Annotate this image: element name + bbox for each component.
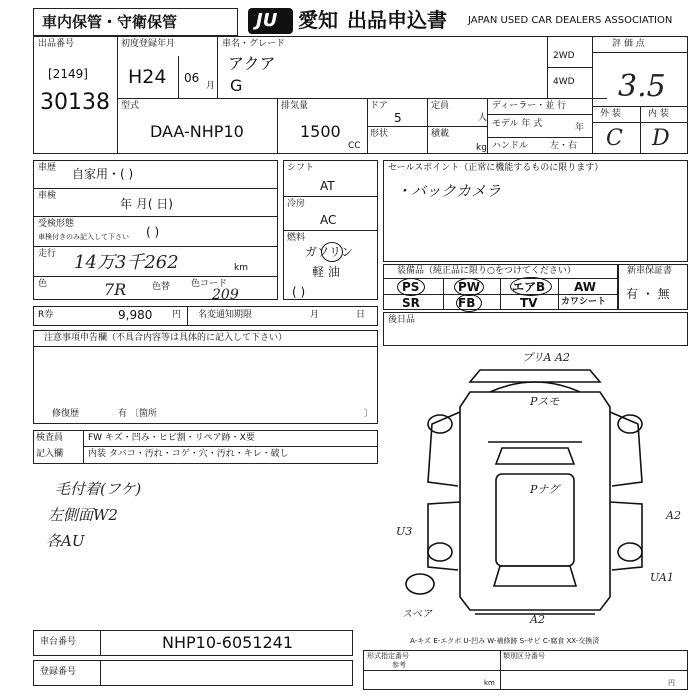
int-grade: D <box>652 126 670 151</box>
year-unit: 年 <box>575 123 585 133</box>
inspector-row2: 内装 タバコ・汚れ・コゲ・穴・汚れ・キレ・破し <box>88 449 289 459</box>
ju-logo <box>248 8 293 34</box>
cap-label: 定員 <box>431 101 450 111</box>
fuel-label: 燃料 <box>287 233 306 243</box>
deadline-day: 日 <box>356 310 366 320</box>
equipment-label: 装備品（純正品に限り○をつけてください） <box>397 266 576 276</box>
load-label: 積載 <box>431 129 450 139</box>
chassis-label: 車台番号 <box>40 637 77 647</box>
repair-label: 修復歴 <box>52 409 80 419</box>
ac-label: 冷房 <box>287 199 306 209</box>
small-km: km <box>484 679 495 687</box>
recycle-amount: 9,980 <box>118 308 153 322</box>
deadline-month: 月 <box>310 310 320 320</box>
history-value: 自家用・( ) <box>72 167 134 181</box>
recycle-label: R券 <box>38 310 54 320</box>
handle-label: ハンドル <box>492 141 529 151</box>
acq-note: 車検付きのみ記入して下さい <box>38 233 129 241</box>
note-line1: 毛付着(フケ) <box>55 480 142 498</box>
note-line2: 左側面W2 <box>48 506 118 524</box>
registration-label: 登録番号 <box>40 667 77 677</box>
model-name: アクア <box>228 54 276 73</box>
diagram-right2: UA1 <box>650 571 674 584</box>
small-unit: 参考 <box>392 661 406 669</box>
selling-point: ・バックカメラ <box>396 182 502 200</box>
recycle-yen: 円 <box>172 310 182 320</box>
first-reg-month: 06 <box>184 71 200 85</box>
ac-value: AC <box>320 213 337 227</box>
circle-ps <box>397 278 425 296</box>
small-label1: 形式指定番号 <box>367 652 409 660</box>
handle-value: 左・右 <box>550 141 578 151</box>
first-reg-label: 初度登録年月 <box>121 39 176 49</box>
org-english: JAPAN USED CAR DEALERS ASSOCIATION <box>468 15 673 26</box>
logo-text: JU <box>256 10 278 31</box>
diagram-roof: Pスモ <box>530 395 560 408</box>
inspector-label2: 記入欄 <box>36 449 64 459</box>
selling-label: セールスポイント（正常に機能するものに限ります） <box>388 163 604 173</box>
color-code-value: 209 <box>212 287 239 303</box>
fuel-gasoline: ガソリン <box>305 245 354 259</box>
diagram-front: プリA A2 <box>522 351 570 364</box>
notes-box <box>33 330 378 424</box>
small-label2: 類別区分番号 <box>503 652 545 660</box>
lot-label: 出品番号 <box>38 39 75 49</box>
shift-value: AT <box>320 179 335 193</box>
equip-ps: PS <box>402 280 420 294</box>
diagram-floor: Pナグ <box>530 483 559 496</box>
circle-airbag <box>510 277 552 296</box>
grade-score: 3.5 <box>618 69 666 104</box>
org-name: 愛知 <box>298 8 338 32</box>
cap-unit: 人 <box>478 113 488 123</box>
grade-label: 評 価 点 <box>612 39 645 49</box>
equip-tv: TV <box>520 296 538 310</box>
acq-label: 受検形態 <box>38 219 75 229</box>
equip-fb: FB <box>458 296 476 310</box>
fuel-diesel: 軽 油 <box>312 265 340 279</box>
chassis-value: NHP10-6051241 <box>162 633 294 652</box>
kg-unit: kg <box>476 143 487 153</box>
equip-aw: AW <box>574 280 596 294</box>
color-code-label: 色コード <box>191 279 228 289</box>
small-yen: 円 <box>668 679 675 687</box>
history-label: 車歴 <box>38 163 57 173</box>
ext-label: 外 装 <box>600 109 621 119</box>
ext-grade: C <box>606 126 623 151</box>
equip-airbag: エアB <box>512 280 546 294</box>
lot-number: 30138 <box>40 90 110 115</box>
circle-fb <box>456 294 482 312</box>
notes-label: 注意事項申告欄（不具合内容等は具体的に記入して下さい） <box>44 333 288 343</box>
month-unit: 月 <box>206 81 216 91</box>
later-items-box <box>383 312 688 346</box>
type-label: 型式 <box>121 101 140 111</box>
first-reg-year: H24 <box>128 66 167 88</box>
doors-label: ドア <box>370 101 388 111</box>
fuel-other: ( ) <box>292 285 306 299</box>
equip-sr: SR <box>402 296 420 310</box>
storage-text: 車内保管・守衛保管 <box>42 13 178 31</box>
mileage-label: 走行 <box>38 249 57 259</box>
type-value: DAA-NHP10 <box>150 122 244 141</box>
km-unit: km <box>234 263 248 273</box>
repair-value: 有 〔箇所 <box>118 409 157 419</box>
equip-pw: PW <box>458 280 481 294</box>
deadline-label: 名変通知期限 <box>198 310 253 320</box>
shape-label: 形状 <box>370 129 389 139</box>
inspector-row1: FW キズ・凹み・ヒビ割・リペア跡・X要 <box>88 433 255 443</box>
lot-sub: [2149] <box>48 67 88 81</box>
doors-value: 5 <box>394 111 402 125</box>
cc-unit: CC <box>348 141 361 151</box>
inspection-value: 年 月( 日) <box>120 197 173 211</box>
color-change-label: 色替 <box>152 282 171 292</box>
warranty-label: 新車保証書 <box>627 266 673 276</box>
int-label: 内 装 <box>648 109 669 119</box>
diagram-rear: A2 <box>530 613 545 626</box>
repair-end: 〕 <box>364 409 374 419</box>
disp-label: 排気量 <box>281 101 309 111</box>
model-grade: G <box>230 76 243 95</box>
inspector-label1: 検査員 <box>36 433 64 443</box>
diagram-right: A2 <box>666 509 681 522</box>
color-label: 色 <box>38 279 48 289</box>
color-value: 7R <box>104 280 127 299</box>
form-title: 出品申込書 <box>347 8 447 32</box>
model-label: 車名・グレード <box>222 39 286 49</box>
model-year-label: モデル 年 式 <box>492 119 543 129</box>
later-items-label: 後日品 <box>388 315 416 325</box>
inspection-label: 車検 <box>38 191 57 201</box>
disp-value: 1500 <box>300 122 341 141</box>
selling-box <box>383 160 688 262</box>
warranty-value: 有 ・ 無 <box>626 287 670 301</box>
acq-value: ( ) <box>146 225 160 239</box>
damage-legend: A-キズ E-エクボ U-凹み W-補修跡 S-サビ C-腐食 XX-交換済 <box>410 637 600 645</box>
shift-label: シフト <box>287 163 315 173</box>
diagram-spare: スペア <box>402 609 432 620</box>
mileage-value: 14万3千262 <box>74 252 179 273</box>
fuel-circle <box>321 242 343 262</box>
registration-row <box>33 660 353 686</box>
equip-leather: カワシート <box>561 297 607 307</box>
storage-box <box>33 8 238 36</box>
2wd: 2WD <box>553 51 575 61</box>
note-line3: 各AU <box>46 532 85 550</box>
dealer-label: ディーラー・並 行 <box>492 101 567 111</box>
4wd: 4WD <box>553 77 575 87</box>
diagram-left: U3 <box>396 525 413 538</box>
